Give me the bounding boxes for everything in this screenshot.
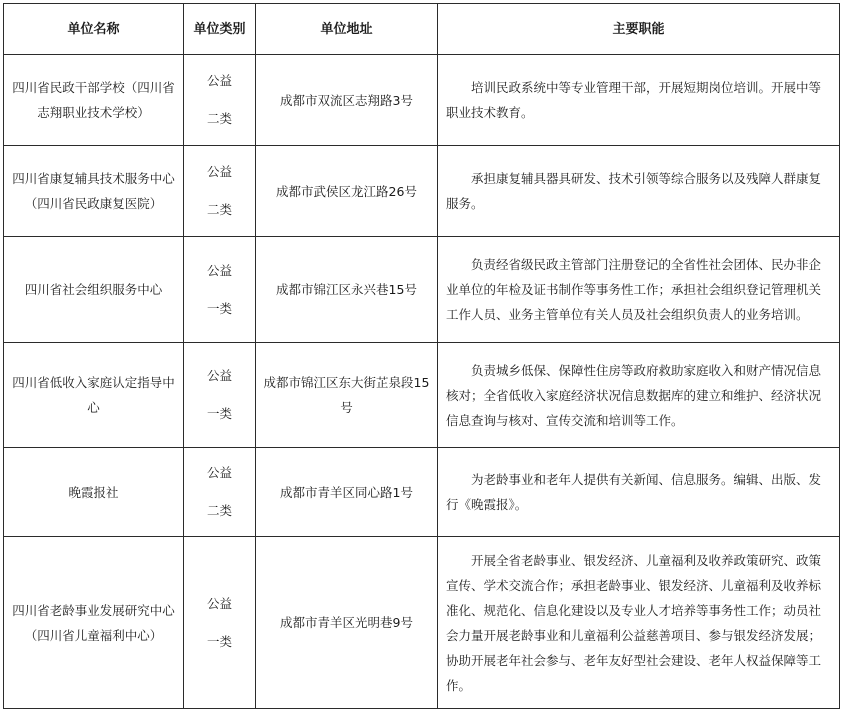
unit-category-cell — [184, 146, 256, 237]
unit-duties-cell: 开展全省老龄事业、银发经济、儿童福利及收养政策研究、政策宣传、学术交流合作；承担老龄事业、银发经济、儿童福利及收养标准化、规范化、信息化建设以及专业人才培养等事务性工作；动员社会力量开展老龄事业和儿童福利公益慈善项目、参与银发经济发展；协助开展老年社会参与、老年友好型社会建设、老年人权益保障等工作。 — [438, 537, 840, 709]
category-line1: 公益 — [206, 73, 232, 88]
header-unit-address: 单位地址 — [256, 4, 438, 55]
category-line2: 二类 — [206, 202, 232, 217]
unit-address-cell: 成都市青羊区光明巷9号 — [256, 537, 438, 709]
unit-address-cell: 成都市武侯区龙江路26号 — [256, 146, 438, 237]
category-line1: 公益 — [206, 368, 232, 383]
table-row — [4, 146, 840, 237]
category-line2: 一类 — [206, 633, 232, 649]
table-row — [4, 55, 840, 146]
unit-duties-cell: 为老龄事业和老年人提供有关新闻、信息服务。编辑、出版、发行《晚霞报》。 — [438, 448, 840, 537]
category-line2: 二类 — [206, 111, 232, 126]
table-header-row — [4, 4, 840, 55]
unit-category-cell — [184, 55, 256, 146]
unit-address-cell: 成都市双流区志翔路3号 — [256, 55, 438, 146]
category-line1: 公益 — [206, 262, 232, 278]
unit-duties-cell: 负责城乡低保、保障性住房等政府救助家庭收入和财产情况信息核对；全省低收入家庭经济状况信息数据库的建立和维护、经济状况信息查询与核对、宣传交流和培训等工作。 — [438, 343, 840, 448]
unit-name-cell: 四川省社会组织服务中心 — [4, 237, 184, 343]
category-line2: 一类 — [206, 300, 232, 316]
unit-name-cell: 四川省康复辅具技术服务中心（四川省民政康复医院） — [4, 146, 184, 237]
table-row — [4, 237, 840, 343]
category-line2: 二类 — [206, 503, 232, 518]
category-line1: 公益 — [206, 164, 232, 179]
unit-address-cell: 成都市青羊区同心路1号 — [256, 448, 438, 537]
table-row — [4, 343, 840, 448]
table-row — [4, 448, 840, 537]
unit-name-cell: 四川省老龄事业发展研究中心（四川省儿童福利中心） — [4, 537, 184, 709]
category-line1: 公益 — [206, 595, 232, 611]
unit-name-cell: 晚霞报社 — [4, 448, 184, 537]
category-line1: 公益 — [206, 465, 232, 480]
institutions-table — [3, 3, 840, 709]
header-main-duties: 主要职能 — [438, 4, 840, 55]
unit-category-cell — [184, 448, 256, 537]
unit-category-cell — [184, 343, 256, 448]
unit-address-cell: 成都市锦江区永兴巷15号 — [256, 237, 438, 343]
unit-name-cell: 四川省民政干部学校（四川省志翔职业技术学校） — [4, 55, 184, 146]
header-unit-name: 单位名称 — [4, 4, 184, 55]
unit-category-cell — [184, 237, 256, 343]
unit-category-cell — [184, 537, 256, 709]
category-line2: 一类 — [206, 406, 232, 421]
unit-duties-cell: 负责经省级民政主管部门注册登记的全省性社会团体、民办非企业单位的年检及证书制作等事务性工作；承担社会组织登记管理机关工作人员、业务主管单位有关人员及社会组织负责人的业务培训。 — [438, 237, 840, 343]
unit-name-cell: 四川省低收入家庭认定指导中心 — [4, 343, 184, 448]
header-unit-category: 单位类别 — [184, 4, 256, 55]
unit-duties-cell: 承担康复辅具器具研发、技术引领等综合服务以及残障人群康复服务。 — [438, 146, 840, 237]
table-row — [4, 537, 840, 709]
unit-duties-cell: 培训民政系统中等专业管理干部，开展短期岗位培训。开展中等职业技术教育。 — [438, 55, 840, 146]
unit-address-cell: 成都市锦江区东大街芷泉段15号 — [256, 343, 438, 448]
